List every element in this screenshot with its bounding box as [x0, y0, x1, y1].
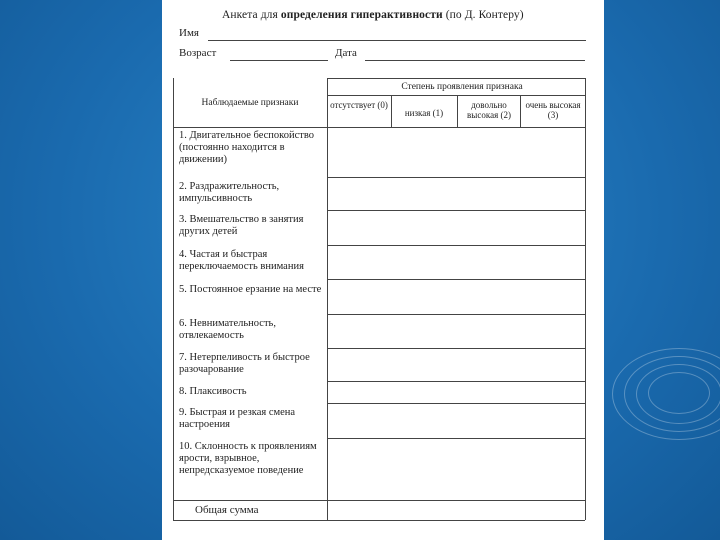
row-divider — [327, 438, 585, 439]
age-field[interactable] — [230, 60, 328, 61]
list-item: 4. Частая и быстрая переключаемость внимания — [179, 249, 304, 272]
row-divider — [173, 500, 585, 501]
list-item: 9. Быстрая и резкая смена настроения — [179, 407, 296, 430]
total-label: Общая сумма — [195, 504, 259, 516]
header-observed: Наблюдаемые признаки — [201, 98, 299, 108]
list-item: 3. Вмешательство в занятия других детей — [179, 214, 304, 237]
table-top-border — [327, 78, 585, 79]
col-divider — [520, 95, 521, 127]
name-label: Имя — [179, 27, 199, 39]
list-item: 1. Двигательное беспокойство (постоянно находится в движении) — [179, 130, 314, 165]
age-label: Возраст — [179, 47, 217, 59]
row-divider — [327, 245, 585, 246]
row-divider — [327, 381, 585, 382]
header-divider — [327, 95, 585, 96]
col-low: низкая (1) — [404, 108, 444, 118]
list-item: 5. Постоянное ерзание на месте — [179, 284, 322, 295]
header-group: Степень проявления признака — [401, 82, 523, 92]
date-label: Дата — [335, 47, 357, 59]
form-title: Анкета для определения гиперактивности (по Д. Контеру) — [222, 9, 524, 21]
col-absent: отсутствует (0) — [330, 100, 388, 110]
list-item: 6. Невнимательность, отвлекаемость — [179, 318, 276, 341]
col-very-high: очень высокая (3) — [525, 100, 581, 120]
row-divider — [327, 279, 585, 280]
row-divider — [327, 348, 585, 349]
col-divider — [391, 95, 392, 127]
table-left-border — [173, 78, 174, 520]
col-fairly-high: довольно высокая (2) — [467, 100, 511, 120]
row-divider — [327, 314, 585, 315]
list-item: 7. Нетерпеливость и быстрое разочарование — [179, 352, 310, 375]
header-bottom-border — [173, 127, 585, 128]
list-item: 2. Раздражительность, импульсивность — [179, 181, 280, 204]
name-field[interactable] — [208, 40, 586, 41]
questionnaire-page — [162, 0, 604, 540]
ripple-decoration — [612, 348, 720, 440]
table-bottom-border — [173, 520, 585, 521]
list-item: 8. Плаксивость — [179, 386, 247, 397]
col-divider — [457, 95, 458, 127]
date-field[interactable] — [365, 60, 585, 61]
list-item: 10. Склонность к проявлениям ярости, взрывное, непредсказуемое поведение — [179, 441, 317, 476]
table-right-border — [585, 78, 586, 520]
row-divider — [327, 210, 585, 211]
row-divider — [327, 177, 585, 178]
row-divider — [327, 403, 585, 404]
